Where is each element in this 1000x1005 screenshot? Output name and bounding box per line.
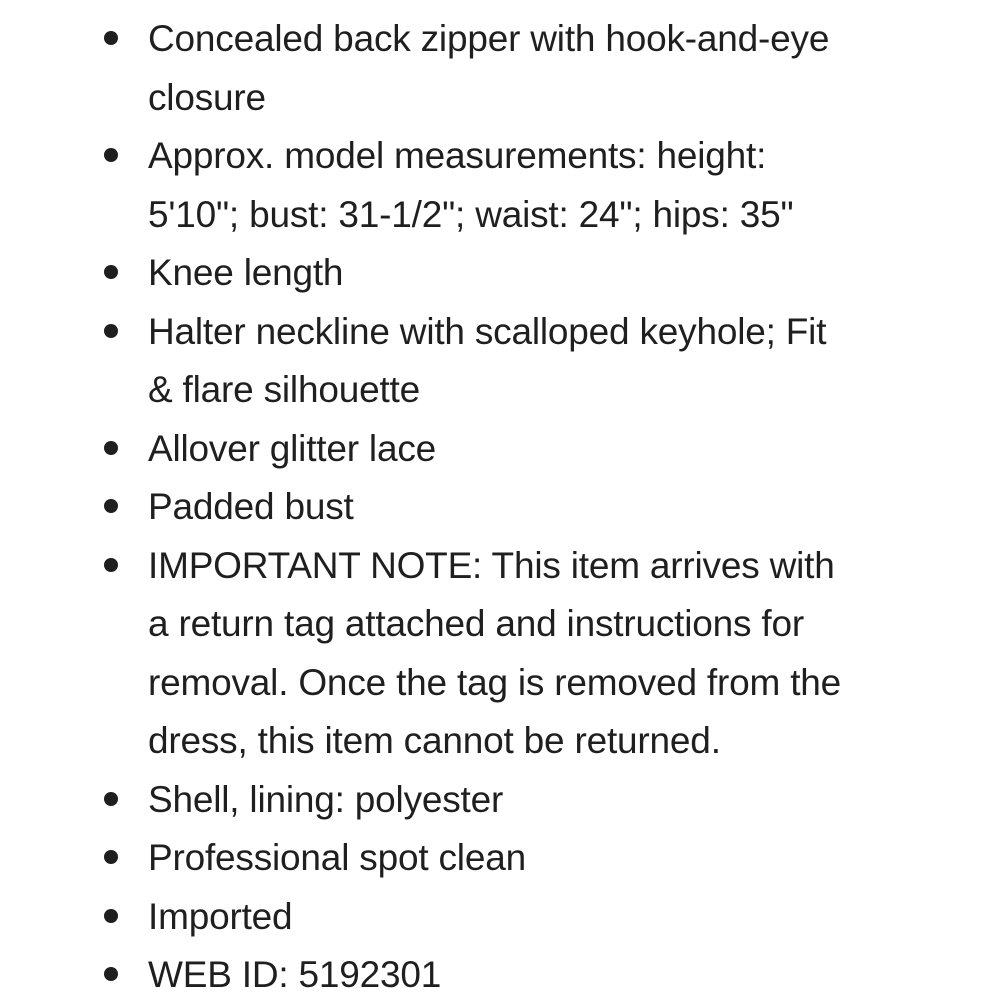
detail-item-neckline xyxy=(100,303,980,420)
detail-item-bust xyxy=(100,478,980,537)
detail-text-line: a return tag attached and instructions for xyxy=(148,603,804,644)
bullet-icon xyxy=(104,324,118,338)
detail-text-line: dress, this item cannot be returned. xyxy=(148,720,721,761)
detail-text-line: Professional spot clean xyxy=(148,837,526,878)
bullet-icon xyxy=(104,850,118,864)
detail-text-line: Knee length xyxy=(148,252,344,293)
bullet-icon xyxy=(104,31,118,45)
detail-item-web-id xyxy=(100,946,980,1005)
detail-text-line: closure xyxy=(148,76,266,118)
detail-text-line: removal. Once the tag is removed from the xyxy=(148,661,842,703)
detail-text-line: Padded bust xyxy=(148,486,354,527)
detail-item-important-note xyxy=(100,537,980,771)
detail-item-lace xyxy=(100,420,980,479)
detail-item-model-measurements xyxy=(100,127,980,244)
detail-item-zipper xyxy=(100,10,980,127)
bullet-icon xyxy=(104,792,118,806)
bullet-icon xyxy=(104,148,118,162)
detail-item-origin xyxy=(100,888,980,947)
detail-text-line: 5'10"; bust: 31-1/2"; waist: 24"; hips: 35" xyxy=(148,193,794,235)
bullet-icon xyxy=(104,909,118,923)
bullet-icon xyxy=(104,265,118,279)
detail-text-line: IMPORTANT NOTE: This item arrives with xyxy=(148,544,835,586)
detail-text-line: & flare silhouette xyxy=(148,369,421,410)
detail-item-length xyxy=(100,244,980,303)
bullet-icon xyxy=(104,558,118,572)
bullet-icon xyxy=(104,499,118,513)
detail-text-line: Allover glitter lace xyxy=(148,427,437,469)
detail-text-line: WEB ID: 5192301 xyxy=(148,954,442,995)
detail-text-line: Imported xyxy=(148,895,293,937)
detail-item-care xyxy=(100,829,980,888)
detail-text-line: Approx. model measurements: height: xyxy=(148,135,767,176)
detail-text-line: Shell, lining: polyester xyxy=(148,778,504,820)
bullet-icon xyxy=(104,967,118,981)
detail-item-material xyxy=(100,771,980,830)
bullet-icon xyxy=(104,441,118,455)
detail-text-line: Halter neckline with scalloped keyhole; Fit xyxy=(148,310,827,352)
detail-text-line: Concealed back zipper with hook-and-eye xyxy=(148,18,830,59)
product-details-list xyxy=(100,10,980,1005)
